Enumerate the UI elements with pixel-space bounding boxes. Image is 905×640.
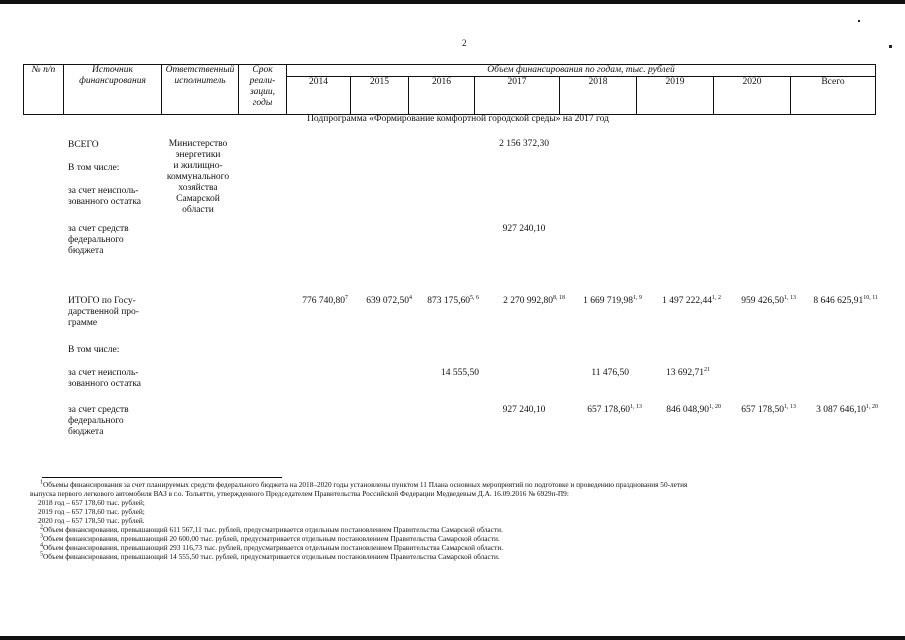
itogo-value-2016: 873 175,60$^{5, 6}$ bbox=[427, 294, 479, 306]
itogo-federal-2019: 846 048,90$^{1, 20}$ bbox=[666, 403, 721, 415]
sub-total-2017: 2 156 372,30 bbox=[499, 139, 549, 149]
sub-federal-2017: 927 240,10 bbox=[502, 224, 546, 234]
scan-bottom-edge bbox=[0, 636, 905, 640]
responsible-line: коммунального bbox=[166, 172, 230, 182]
itogo-value-2020: 959 426,50$^{1, 13}$ bbox=[741, 294, 796, 306]
itogo-federal-2017: 927 240,10 bbox=[502, 405, 546, 415]
row-label-vsego: ВСЕГО bbox=[68, 140, 99, 150]
itogo-in-total-label: В том числе: bbox=[68, 345, 120, 355]
header-col-num: № п/п bbox=[24, 65, 64, 115]
itogo-unused-2019: 13 692,71$^{21}$ bbox=[666, 366, 710, 378]
header-col-term: Срок реали-зации, годы bbox=[239, 65, 287, 115]
footnote-3: $^3$Объем финансирования, превышающий 20 600,00 тыс. рублей, предусматривается отдельным постановлением Правительства Самарской области. bbox=[40, 533, 500, 543]
row-label-federal-2: федерального bbox=[68, 235, 124, 245]
itogo-federal-label-3: бюджета bbox=[68, 427, 104, 437]
responsible-line: и жилищно- bbox=[173, 161, 223, 171]
row-label-federal-3: бюджета bbox=[68, 246, 104, 256]
header-year: 2014 bbox=[287, 77, 351, 115]
footnote-1-line-2: выпуска первого легкового автомобиля ВАЗ в г.о. Тольятти, утвержденного Председателем Правительства Российской Федерации Медведевым Д.А. 16.09.2016 № 6929п-П9: bbox=[30, 489, 569, 498]
header-year: 2020 bbox=[714, 77, 791, 115]
responsible-line: области bbox=[182, 205, 214, 215]
itogo-label-3: грамме bbox=[68, 318, 98, 328]
footnote-1-line-1: $^1$Объемы финансирования за счет планируемых средств федерального бюджета на 2018–2020 годы установлены пунктом 11 Плана основных мероприятий по подготовке и проведению празднования 50-летия bbox=[40, 479, 688, 489]
header-year: 2017 bbox=[475, 77, 560, 115]
itogo-federal-2018: 657 178,60$^{1, 13}$ bbox=[587, 403, 642, 415]
footnote-separator bbox=[42, 477, 282, 478]
scan-speck bbox=[889, 45, 892, 48]
itogo-value-2017: 2 270 992,80$^{8, 18}$ bbox=[503, 294, 565, 306]
itogo-federal-2020: 657 178,50$^{1, 13}$ bbox=[741, 403, 796, 415]
responsible-line: хозяйства bbox=[178, 183, 218, 193]
header-year-total: Всего bbox=[791, 77, 876, 115]
itogo-value-2018: 1 669 719,98$^{1, 9}$ bbox=[583, 294, 642, 306]
row-label-in-total: В том числе: bbox=[68, 163, 120, 173]
subprogram-title: Подпрограмма «Формирование комфортной городской среды» на 2017 год bbox=[307, 114, 609, 124]
footnote-2: $^2$Объем финансирования, превышающий 611 567,11 тыс. рублей, предусматривается отдельным постановлением Правительства Самарской области. bbox=[40, 524, 503, 534]
row-label-federal-1: за счет средств bbox=[68, 224, 129, 234]
footnote-4: $^4$Объем финансирования, превышающий 293 116,73 тыс. рублей, предусматривается отдельным постановлением Правительства Самарской области. bbox=[40, 542, 504, 552]
itogo-value-2014: 776 740,80$^7$ bbox=[302, 294, 348, 306]
itogo-unused-label-1: за счет неисполь- bbox=[68, 368, 139, 378]
itogo-label-1: ИТОГО по Госу- bbox=[68, 296, 136, 306]
itogo-value-2015: 639 072,50$^4$ bbox=[366, 294, 412, 306]
scan-top-edge bbox=[0, 0, 905, 4]
header-year: 2015 bbox=[351, 77, 409, 115]
footnote-5: $^5$Объем финансирования, превышающий 14 555,50 тыс. рублей, предусматривается отдельным постановлением Правительства Самарской области. bbox=[40, 551, 500, 561]
header-year: 2016 bbox=[409, 77, 475, 115]
itogo-federal-total: 3 087 646,10$^{1, 20}$ bbox=[816, 403, 878, 415]
footnote-1-line-3: 2018 год – 657 178,60 тыс. рублей; bbox=[38, 498, 145, 507]
scan-speck bbox=[858, 20, 860, 22]
page-number: 2 bbox=[462, 38, 467, 48]
responsible-line: энергетики bbox=[175, 150, 221, 160]
header-col-volume: Объем финансирования по годам, тыс. рублей bbox=[287, 65, 876, 77]
header-year: 2018 bbox=[560, 77, 637, 115]
table-header bbox=[23, 64, 876, 115]
row-label-unused-1: за счет неисполь- bbox=[68, 186, 139, 196]
itogo-unused-label-2: зованного остатка bbox=[68, 379, 142, 389]
itogo-unused-2018: 11 476,50 bbox=[591, 368, 629, 378]
header-col-responsible: Ответственный исполнитель bbox=[162, 65, 239, 115]
itogo-value-total: 8 646 625,91$^{10, 11}$ bbox=[813, 294, 878, 306]
header-year: 2019 bbox=[637, 77, 714, 115]
itogo-federal-label-1: за счет средств bbox=[68, 405, 129, 415]
footnote-1-line-4: 2019 год – 657 178,60 тыс. рублей; bbox=[38, 507, 145, 516]
header-col-source: Источник финансирования bbox=[64, 65, 162, 115]
itogo-federal-label-2: федерального bbox=[68, 416, 124, 426]
responsible-line: Самарской bbox=[176, 194, 220, 204]
responsible-line: Министерство bbox=[168, 139, 228, 149]
itogo-label-2: дарственной про- bbox=[68, 307, 139, 317]
row-label-unused-2: зованного остатка bbox=[68, 197, 142, 207]
itogo-unused-2016: 14 555,50 bbox=[441, 368, 479, 378]
footnote-1-line-5: 2020 год – 657 178,50 тыс. рублей. bbox=[38, 516, 145, 525]
itogo-value-2019: 1 497 222,44$^{1, 2}$ bbox=[662, 294, 721, 306]
